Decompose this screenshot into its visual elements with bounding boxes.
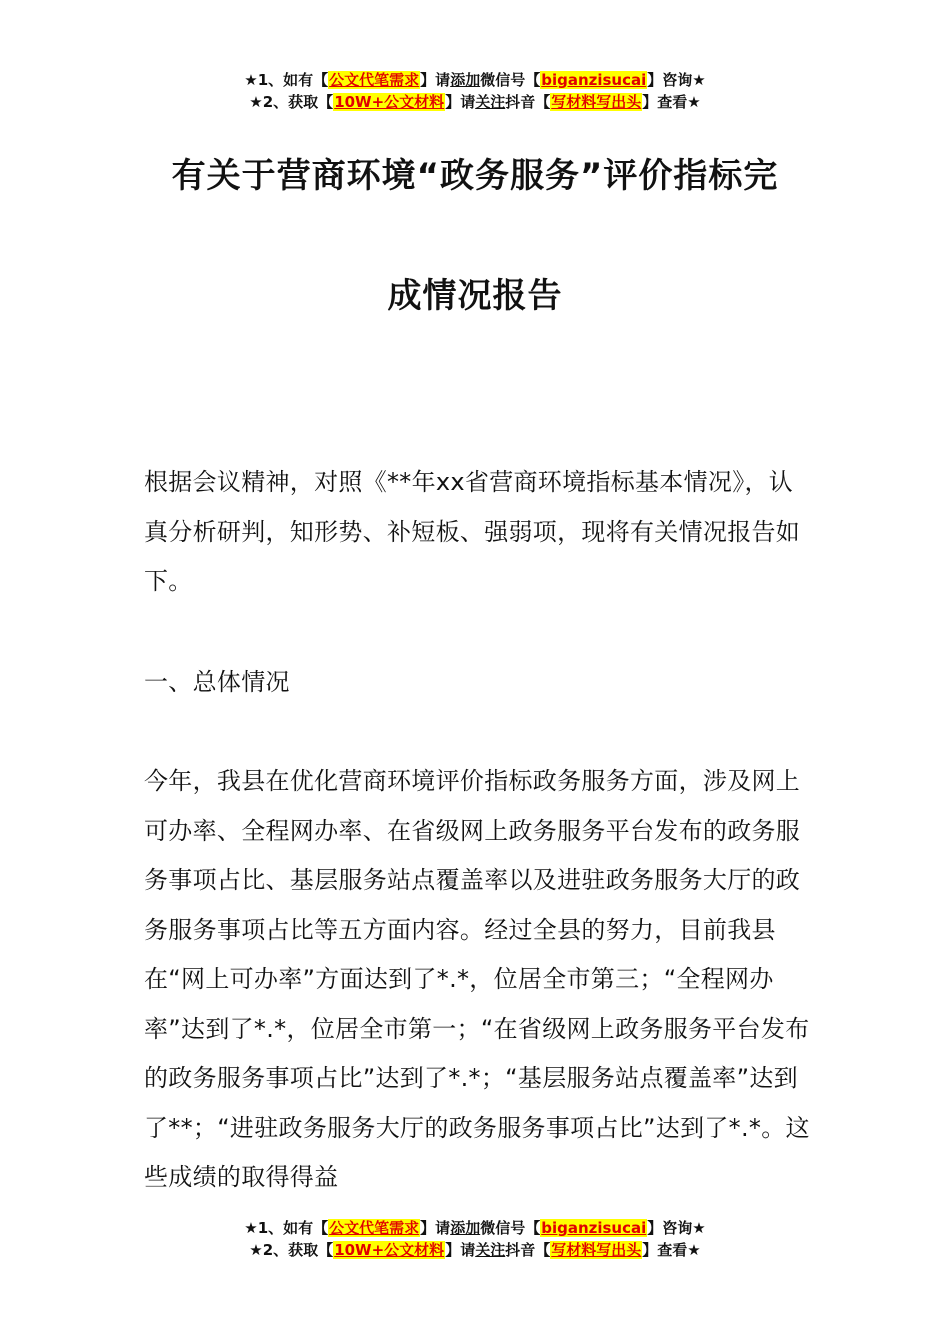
promo-text: ★1、如有【 xyxy=(244,1219,329,1237)
promo-line-1 xyxy=(0,1217,950,1239)
promo-highlight-douyin: 写材料写出头 xyxy=(551,93,642,111)
body-paragraph: 今年，我县在优化营商环境评价指标政务服务方面，涉及网上可办率、全程网办率、在省级网上政务服务平台发布的政务服务事项占比、基层服务站点覆盖率以及进驻政务服务大厅的政务服务事项占比等五方面内容。经过全县的努力，目前我县在“网上可办率”方面达到了*.*，位居全市第三；“全程网办率”达到了*.*，位居全市第一；“在省级网上政务服务平台发布的政务服务事项占比”达到了*.*；“基层服务站点覆盖率”达到了**；“进驻政务服务大厅的政务服务事项占比”达到了*.*。这些成绩的取得得益 xyxy=(144,767,810,1191)
promo-line-2 xyxy=(0,91,950,113)
promo-text: 】请 xyxy=(445,1241,476,1259)
promo-text: 】咨询★ xyxy=(647,71,706,89)
promo-text: 抖音【 xyxy=(505,93,551,111)
document-title-line-1: 有关于营商环境“政务服务”评价指标完 xyxy=(171,156,779,196)
promo-text: 微信号【 xyxy=(480,71,541,89)
promo-line-1 xyxy=(0,69,950,91)
intro-paragraph: 根据会议精神，对照《**年xx省营商环境指标基本情况》，认真分析研判，知形势、补短板、强弱项，现将有关情况报告如下。 xyxy=(144,468,801,595)
promo-banner-top xyxy=(0,69,950,113)
promo-text: ★2、获取【 xyxy=(249,1241,334,1259)
promo-highlight-materials: 10W+公文材料 xyxy=(334,93,445,111)
promo-highlight-ghostwriting: 公文代笔需求 xyxy=(329,1219,420,1237)
promo-underlined: 添加 xyxy=(450,71,481,89)
promo-underlined: 添加 xyxy=(450,1219,481,1237)
promo-line-2 xyxy=(0,1239,950,1261)
promo-text: 】请 xyxy=(420,71,451,89)
promo-underlined: 关注 xyxy=(475,93,506,111)
promo-banner-bottom xyxy=(0,1217,950,1261)
promo-text: 抖音【 xyxy=(505,1241,551,1259)
promo-text: 】查看★ xyxy=(642,93,701,111)
promo-text: 】咨询★ xyxy=(647,1219,706,1237)
promo-highlight-wechat-id: biganzisucai xyxy=(541,1219,647,1237)
promo-highlight-wechat-id: biganzisucai xyxy=(541,71,647,89)
promo-highlight-ghostwriting: 公文代笔需求 xyxy=(329,71,420,89)
promo-text: ★1、如有【 xyxy=(244,71,329,89)
promo-text: 】请 xyxy=(445,93,476,111)
promo-text: 微信号【 xyxy=(480,1219,541,1237)
promo-highlight-douyin: 写材料写出头 xyxy=(551,1241,642,1259)
promo-text: 】查看★ xyxy=(642,1241,701,1259)
promo-underlined: 关注 xyxy=(475,1241,506,1259)
promo-text: 】请 xyxy=(420,1219,451,1237)
promo-text: ★2、获取【 xyxy=(249,93,334,111)
section-heading: 一、总体情况 xyxy=(144,668,290,696)
document-title-line-2: 成情况报告 xyxy=(387,276,563,316)
promo-highlight-materials: 10W+公文材料 xyxy=(334,1241,445,1259)
